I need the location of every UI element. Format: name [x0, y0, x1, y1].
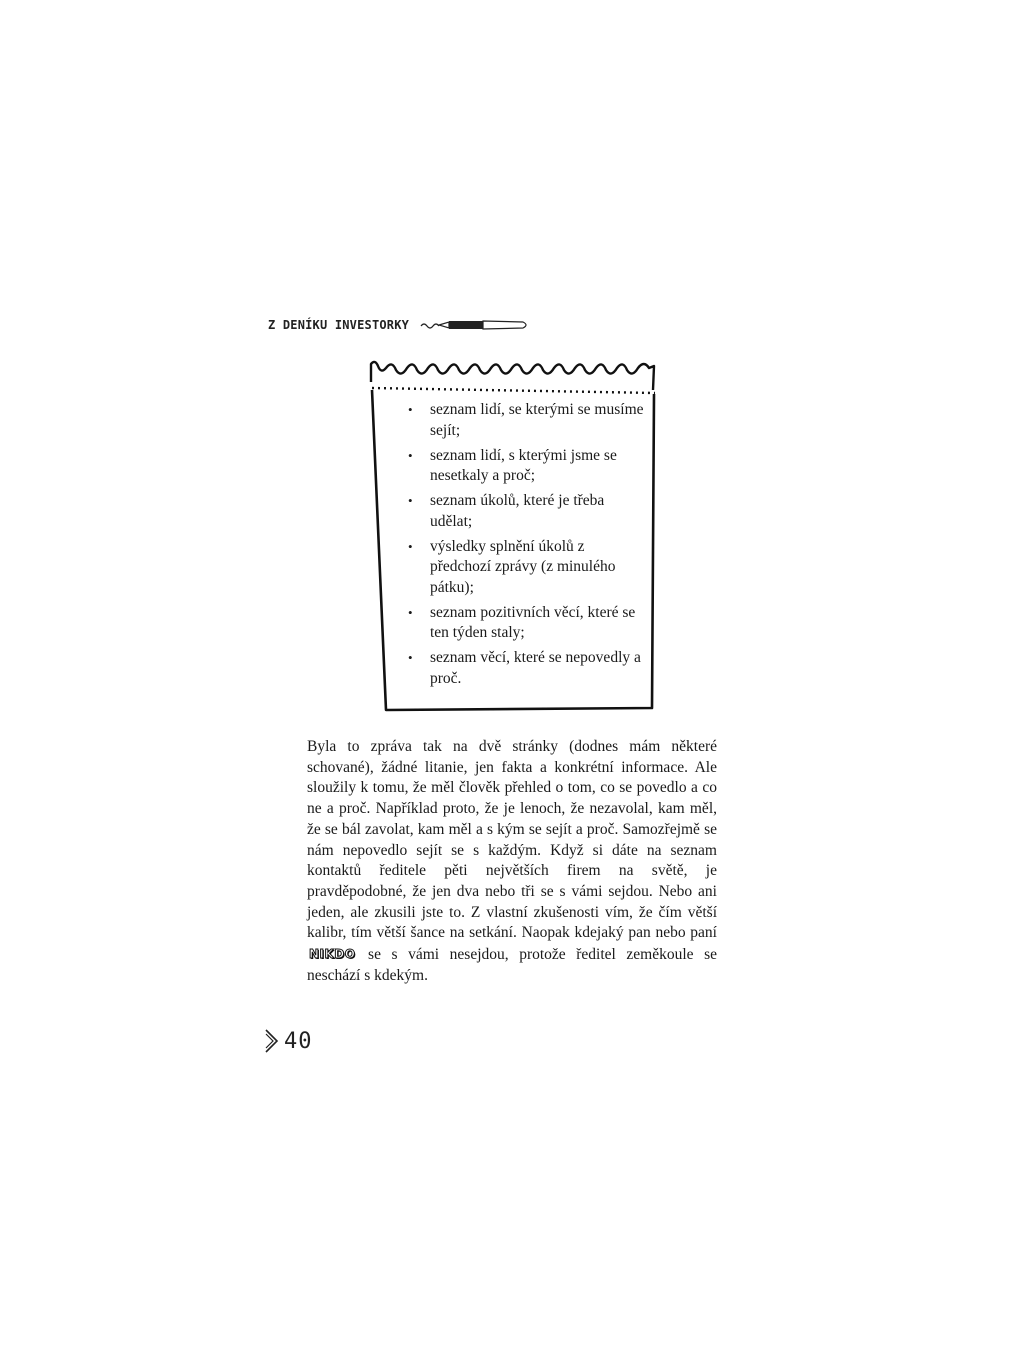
list-item-text: seznam pozitivních věcí, které se ten týden staly; [430, 603, 636, 641]
page-number-text: 40 [284, 1028, 313, 1054]
list-item [404, 400, 644, 441]
list-item-text: výsledky splnění úkolů z předchozí zprávy (z minulého pátku); [430, 537, 616, 596]
bullet-icon: • [408, 604, 413, 620]
nikdo-emphasis: NIKDO [309, 947, 356, 962]
page-number [264, 1028, 313, 1054]
bullet-icon: • [408, 538, 413, 554]
list-item [404, 491, 644, 532]
body-text-after: se s vámi nesejdou, protože ředitel zeměkoule se neschází s kdekým. [307, 946, 717, 984]
bullet-icon: • [408, 402, 413, 417]
list-item-text: seznam úkolů, které je třeba udělat; [430, 492, 605, 530]
running-head-title: Z DENÍKU INVESTORKY [268, 318, 410, 332]
pen-icon [419, 318, 531, 332]
body-text-before: Byla to zpráva tak na dvě stránky (dodnes mám některé schované), žádné litanie, jen fakta a konkrétní informace. Ale sloužily k tomu, že měl člověk přehled o tom, co se povedlo a co ne a proč. Například proto, že je lenoch, že nezavolal, kam měl, že se bál zavolat, kam měl a s kým se sejít a proč. Samozřejmě se nám nepovedlo sejít se s každým. Když si dáte na seznam kontaktů ředitele pěti největších firem na světě, je pravděpodobné, že jen dva nebo tři se s vámi sejdou. Nebo ani jeden, ale zkusili jste to. Z vlastní zkušenosti vím, že čím větší kalibr, tím větší šance na setkání. Naopak kdejaký pan nebo paní [307, 738, 717, 942]
list-item-text: seznam věcí, které se nepovedly a proč. [430, 649, 641, 687]
list-item [404, 446, 644, 487]
body-paragraph [307, 737, 717, 986]
note-list [404, 400, 644, 694]
bullet-icon: • [408, 650, 413, 665]
list-item [404, 603, 644, 644]
list-item-text: seznam lidí, se kterými se musíme sejít; [430, 401, 644, 439]
running-head [268, 318, 531, 332]
list-item [404, 537, 644, 599]
page-arrow-icon [264, 1028, 280, 1054]
bullet-icon: • [408, 447, 413, 463]
note-paper [366, 360, 658, 716]
list-item [404, 648, 644, 689]
bullet-icon: • [408, 493, 413, 508]
list-item-text: seznam lidí, s kterými jsme se nesetkaly a proč; [430, 446, 617, 484]
